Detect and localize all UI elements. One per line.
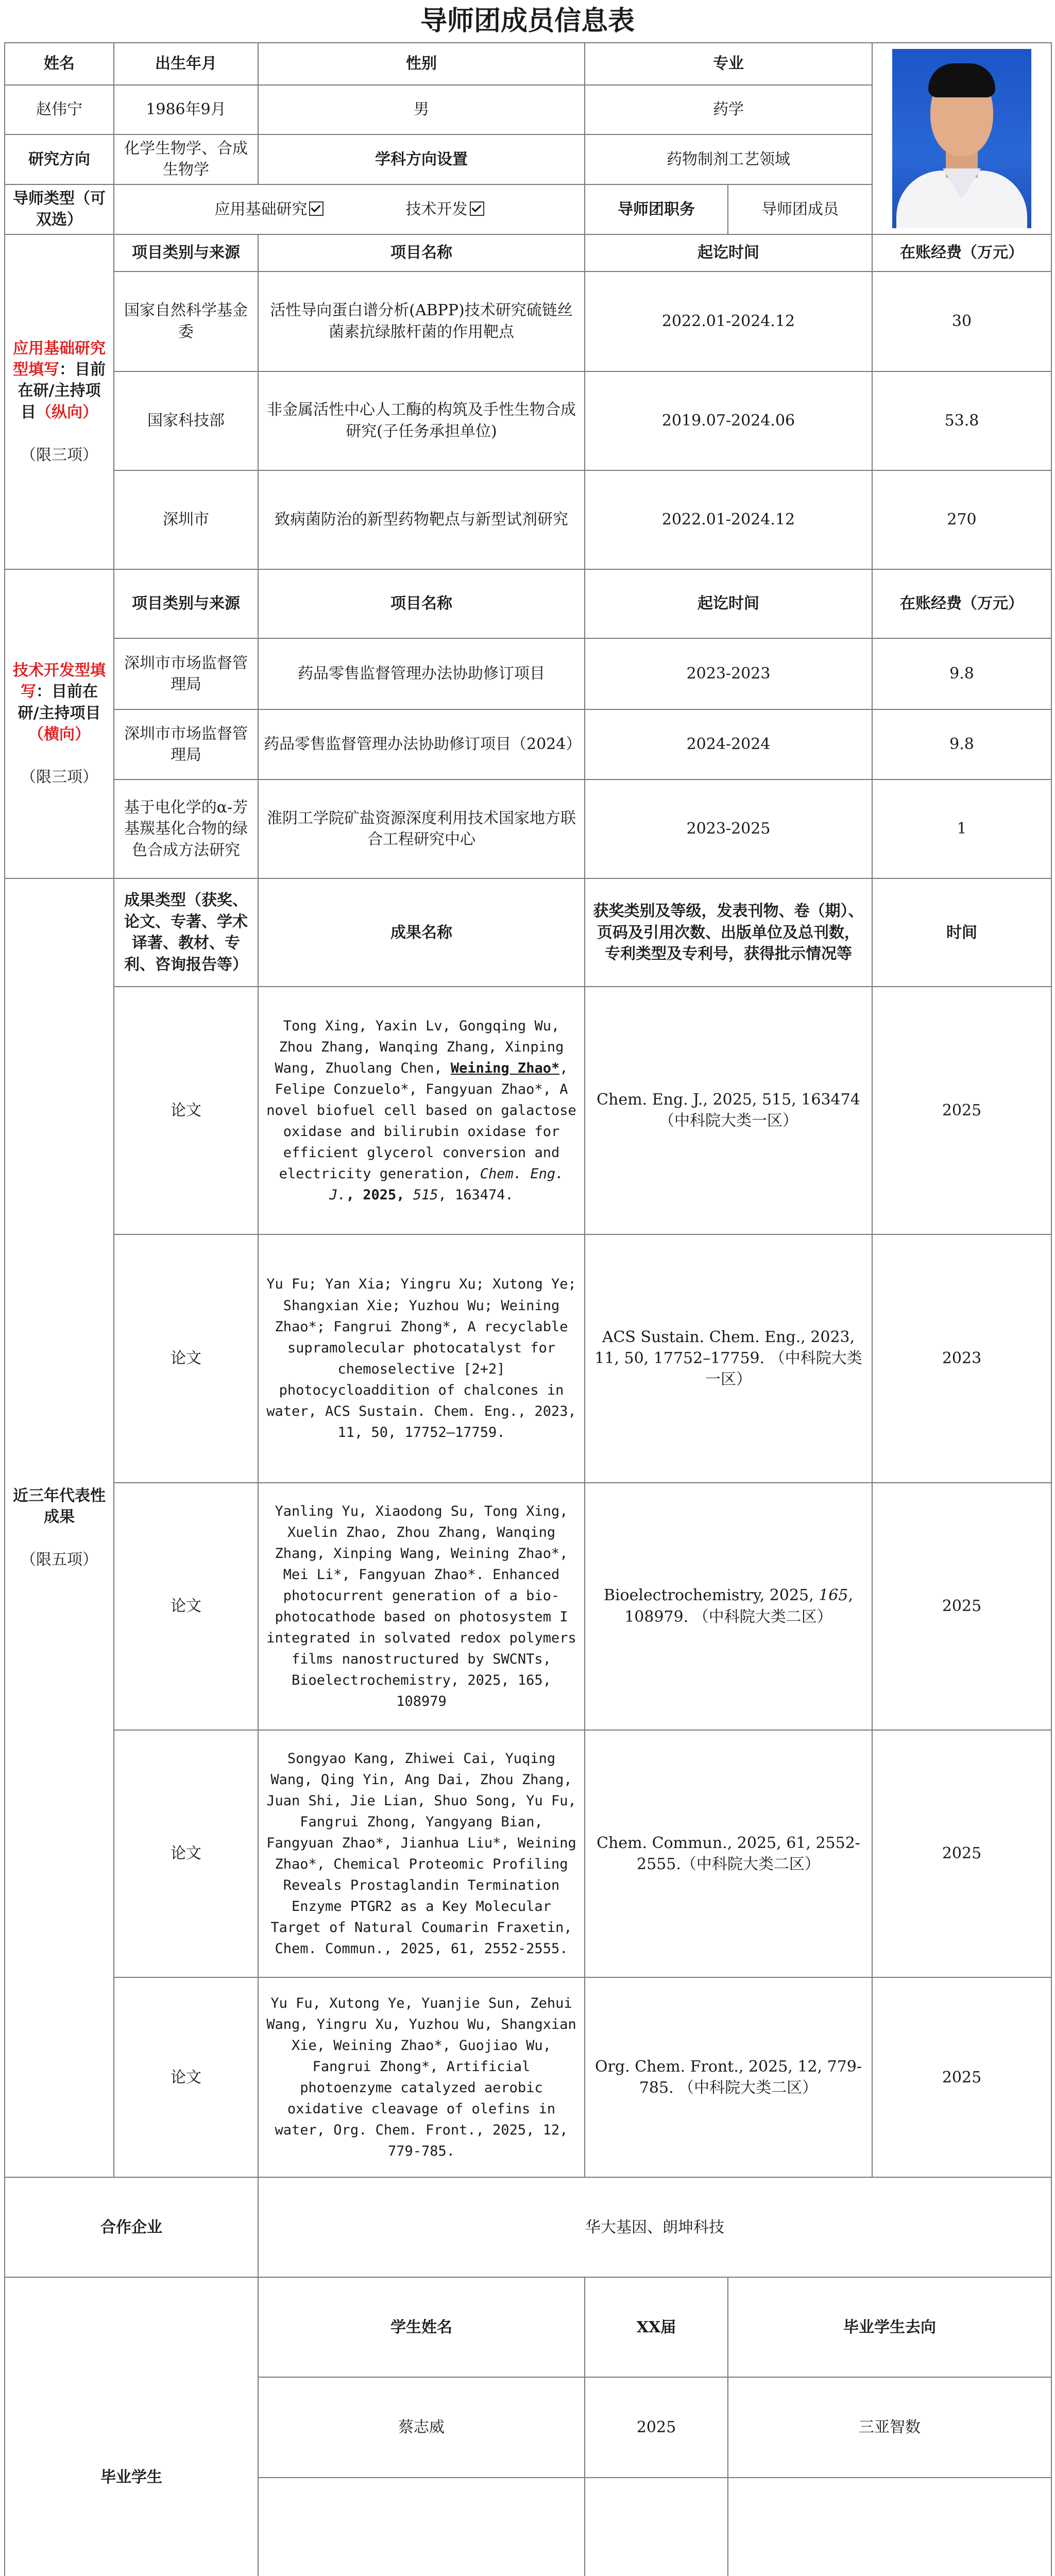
cooperation-value: 华大基因、朗坤科技 bbox=[258, 2177, 1051, 2277]
basic-project-row: 深圳市 致病菌防治的新型药物靶点与新型试剂研究 2022.01-2024.12 270 bbox=[5, 470, 1051, 569]
cooperation-row bbox=[5, 2177, 1051, 2277]
mentor-type-label: 导师类型（可双选） bbox=[5, 184, 114, 234]
birth-label: 出生年月 bbox=[114, 43, 258, 85]
name-label: 姓名 bbox=[5, 43, 114, 85]
tech-project-row: 深圳市市场监督管理局 药品零售监督管理办法协助修订项目 2023-2023 9.8 bbox=[5, 638, 1051, 709]
achievements-header: 近三年代表性成果 （限五项） 成果类型（获奖、论文、专著、学术译著、教材、专利、咨询报告等） 成果名称 获奖类别及等级，发表刊物、卷（期）、页码及引用次数、出版单位及总刊数，专利类型及专利号，获得批示情况等 时间 bbox=[5, 878, 1051, 987]
achievement-row: 论文 Yanling Yu, Xiaodong Su, Tong Xing, Xuelin Zhao, Zhou Zhang, Wanqing Zhang, Xinping Wang, Weining Zhao*, Mei Li*, Fangyuan Zhao*. Enhanced photocurrent generation of a bio-photocathode based on photosystem I integrated in solvated redox polymers films nanostructured by SWCNTs, Bioelectrochemistry, 2025, 165, 108979 Bioelectrochemistry, 2025, 165, 108979. （中科院大类二区） 2025 bbox=[5, 1483, 1051, 1730]
mentor-type-basic: 应用基础研究 bbox=[214, 200, 308, 218]
checkbox-basic-icon[interactable] bbox=[309, 201, 324, 216]
major-label: 专业 bbox=[585, 43, 872, 85]
achievement-row: 论文 Yu Fu; Yan Xia; Yingru Xu; Xutong Ye; Shangxian Xie; Yuzhou Wu; Weining Zhao*; Fangrui Zhong*, A recyclable supramolecular photocatalyst for chemoselective [2+2] photocycloaddition of chalcones in water, ACS Sustain. Chem. Eng., 2023, 11, 50, 17752–17759. ACS Sustain. Chem. Eng., 2023, 11, 50, 17752–17759. （中科院大类一区） 2023 bbox=[5, 1234, 1051, 1483]
mentor-type-tech: 技术开发 bbox=[405, 200, 468, 218]
achievement-row: 论文 Yu Fu, Xutong Ye, Yuanjie Sun, Zehui Wang, Yingru Xu, Yuzhou Wu, Shangxian Xie, Weining Zhao*, Guojiao Wu, Fangrui Zhong*, Artificial photoenzyme catalyzed aerobic oxidative cleavage of olefins in water, Org. Chem. Front., 2025, 12, 779-785. Org. Chem. Front., 2025, 12, 779-785. （中科院大类二区） 2025 bbox=[5, 1977, 1051, 2177]
research-value: 化学生物学、合成生物学 bbox=[114, 134, 258, 184]
major-value: 药学 bbox=[585, 85, 872, 134]
page-title: 导师团成员信息表 bbox=[420, 5, 635, 37]
basic-project-row: 国家科技部 非金属活性中心人工酶的构筑及手性生物合成研究(子任务承担单位) 2019.07-2024.06 53.8 bbox=[5, 371, 1051, 470]
basic-header-row bbox=[5, 43, 1051, 85]
mentor-type-options bbox=[114, 184, 585, 234]
graduates-label: 毕业学生 bbox=[5, 2277, 258, 2576]
tech-projects-section: 技术开发型填写：目前在研/主持项目（横向） （限三项） bbox=[5, 569, 114, 878]
graduates-header: 毕业学生 学生姓名 XX届 毕业学生去向 bbox=[5, 2277, 1051, 2377]
portrait-photo bbox=[892, 49, 1031, 228]
gender-label: 性别 bbox=[258, 43, 585, 85]
basic-projects-header: 应用基础研究型填写：目前在研/主持项目（纵向） （限三项） 项目类别与来源 项目名称 起讫时间 在账经费（万元） bbox=[5, 234, 1051, 272]
basic-projects-section: 应用基础研究型填写：目前在研/主持项目（纵向） （限三项） bbox=[5, 234, 114, 569]
achievement-name: Tong Xing, Yaxin Lv, Gongqing Wu, Zhou Zhang, Wanqing Zhang, Xinping Wang, Zhuolang Chen, Weining Zhao*, Felipe Conzuelo*, Fangyuan Zhao*, A novel biofuel cell based on galactose oxidase and bilirubin oxidase for efficient glycerol conversion and electricity generation, Chem. Eng. J., 2025, 515, 163474. bbox=[258, 987, 585, 1234]
team-role-value: 导师团成员 bbox=[728, 184, 872, 234]
name-value: 赵伟宁 bbox=[5, 85, 114, 134]
basic-project-row: 国家自然科学基金委 活性导向蛋白谱分析(ABPP)技术研究硫链丝菌素抗绿脓杆菌的作用靶点 2022.01-2024.12 30 bbox=[5, 272, 1051, 371]
checkbox-tech-icon[interactable] bbox=[470, 201, 484, 216]
achievement-row: 论文 Songyao Kang, Zhiwei Cai, Yuqing Wang, Qing Yin, Ang Dai, Zhou Zhang, Juan Shi, Jie Lian, Shuo Song, Yu Fu, Fangrui Zhong, Yangyang Bian, Fangyuan Zhao*, Jianhua Liu*, Weining Zhao*, Chemical Proteomic Profiling Reveals Prostaglandin Termination Enzyme PTGR2 as a Key Molecular Target of Natural Coumarin Fraxetin, Chem. Commun., 2025, 61, 2552-2555. Chem. Commun., 2025, 61, 2552-2555.（中科院大类二区） 2025 bbox=[5, 1730, 1051, 1977]
achievement-row: 论文 Tong Xing, Yaxin Lv, Gongqing Wu, Zhou Zhang, Wanqing Zhang, Xinping Wang, Zhuolang Chen, Weining Zhao*, Felipe Conzuelo*, Fangyuan Zhao*, A novel biofuel cell based on galactose oxidase and bilirubin oxidase for efficient glycerol conversion and electricity generation, Chem. Eng. J., 2025, 515, 163474. Chem. Eng. J., 2025, 515, 163474（中科院大类一区） 2025 bbox=[5, 987, 1051, 1234]
team-role-label: 导师团职务 bbox=[585, 184, 728, 234]
birth-value: 1986年9月 bbox=[114, 85, 258, 134]
discipline-label: 学科方向设置 bbox=[258, 134, 585, 184]
photo-cell bbox=[872, 43, 1051, 234]
tech-project-row: 基于电化学的α-芳基羰基化合物的绿色合成方法研究 淮阴工学院矿盐资源深度利用技术国家地方联合工程研究中心 2023-2025 1 bbox=[5, 779, 1051, 878]
cooperation-label: 合作企业 bbox=[5, 2177, 258, 2277]
gender-value: 男 bbox=[258, 85, 585, 134]
graduate-row: 蔡志威 2025 三亚智数 bbox=[5, 2377, 1051, 2477]
discipline-value: 药物制剂工艺领域 bbox=[585, 134, 872, 184]
mentor-info-table bbox=[4, 42, 1052, 2576]
achievements-section: 近三年代表性成果 （限五项） bbox=[5, 878, 114, 2177]
tech-projects-header: 技术开发型填写：目前在研/主持项目（横向） （限三项） 项目类别与来源 项目名称 起讫时间 在账经费（万元） bbox=[5, 569, 1051, 638]
tech-project-row: 深圳市市场监督管理局 药品零售监督管理办法协助修订项目（2024） 2024-2024 9.8 bbox=[5, 709, 1051, 779]
research-label: 研究方向 bbox=[5, 134, 114, 184]
